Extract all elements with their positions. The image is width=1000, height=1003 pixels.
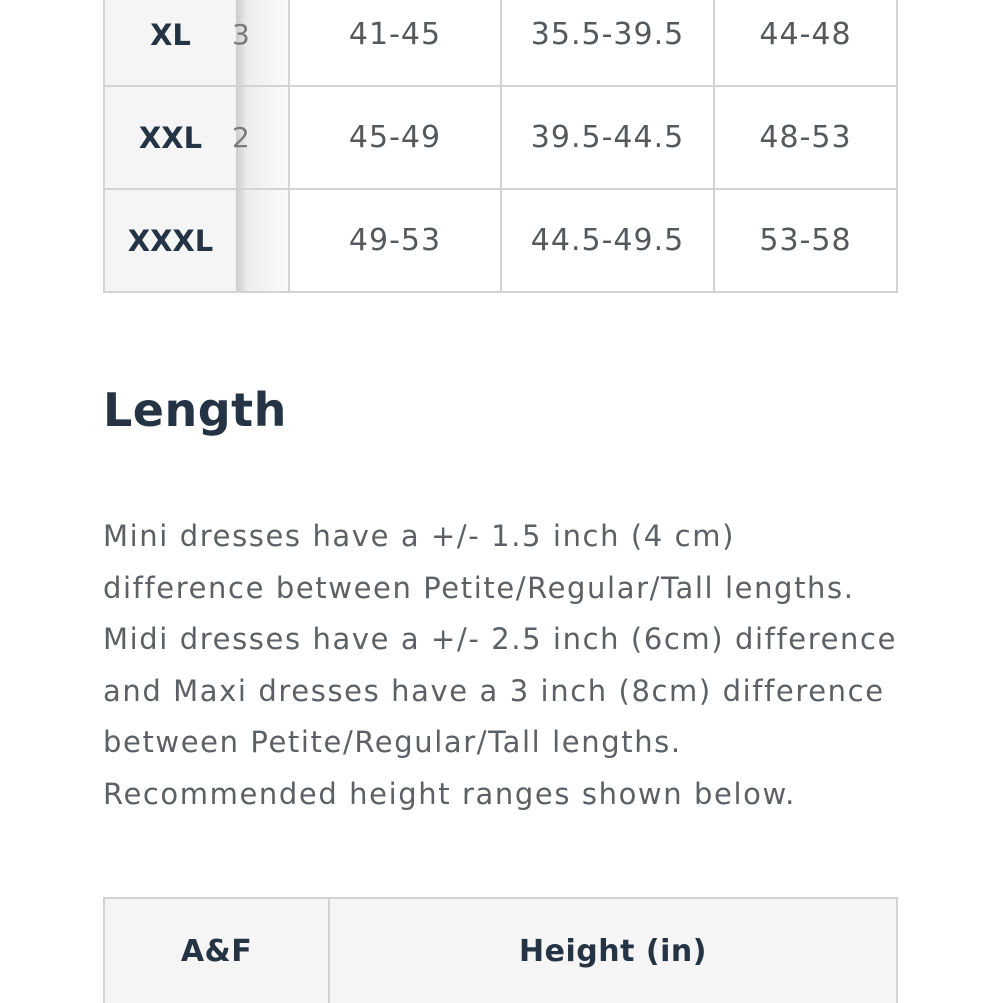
description-line: Recommended height ranges shown below. bbox=[103, 776, 796, 811]
length-heading: Length bbox=[103, 383, 287, 437]
size-label-cell: XL bbox=[104, 0, 237, 86]
measurement-cell: 48-53 bbox=[714, 86, 897, 189]
table-row bbox=[104, 86, 897, 189]
measurement-cell: 49-53 bbox=[289, 189, 501, 292]
highlighted-size-label: XXL bbox=[138, 120, 203, 155]
measurement-cell: 35.5-39.5 bbox=[501, 0, 714, 86]
description-line: difference between Petite/Regular/Tall lengths. bbox=[103, 570, 855, 605]
clipped-cell: 2 bbox=[237, 86, 289, 189]
height-chart-table bbox=[103, 897, 898, 1003]
table-header-row bbox=[104, 898, 897, 1003]
clipped-cell: 3 bbox=[237, 0, 289, 86]
size-chart-table bbox=[103, 0, 898, 293]
clipped-cell bbox=[237, 189, 289, 292]
description-line: and Maxi dresses have a 3 inch (8cm) difference bbox=[103, 673, 885, 708]
measurement-cell: 44.5-49.5 bbox=[501, 189, 714, 292]
measurement-cell: 39.5-44.5 bbox=[501, 86, 714, 189]
description-line: Mini dresses have a +/- 1.5 inch (4 cm) bbox=[103, 519, 735, 553]
table-row bbox=[104, 189, 897, 292]
measurement-cell: 45-49 bbox=[289, 86, 501, 189]
measurement-cell: 44-48 bbox=[714, 0, 897, 86]
column-header-height: Height (in) bbox=[329, 898, 897, 1003]
measurement-cell: 41-45 bbox=[289, 0, 501, 86]
table-row bbox=[104, 0, 897, 86]
length-description bbox=[103, 511, 923, 820]
description-line: between Petite/Regular/Tall lengths. bbox=[103, 725, 682, 759]
column-header-brand: A&F bbox=[104, 898, 329, 1003]
description-line: Midi dresses have a +/- 2.5 inch (6cm) difference bbox=[103, 622, 898, 656]
measurement-cell: 53-58 bbox=[714, 189, 897, 292]
size-label-cell bbox=[104, 86, 237, 189]
size-label-cell: XXXL bbox=[104, 189, 237, 292]
